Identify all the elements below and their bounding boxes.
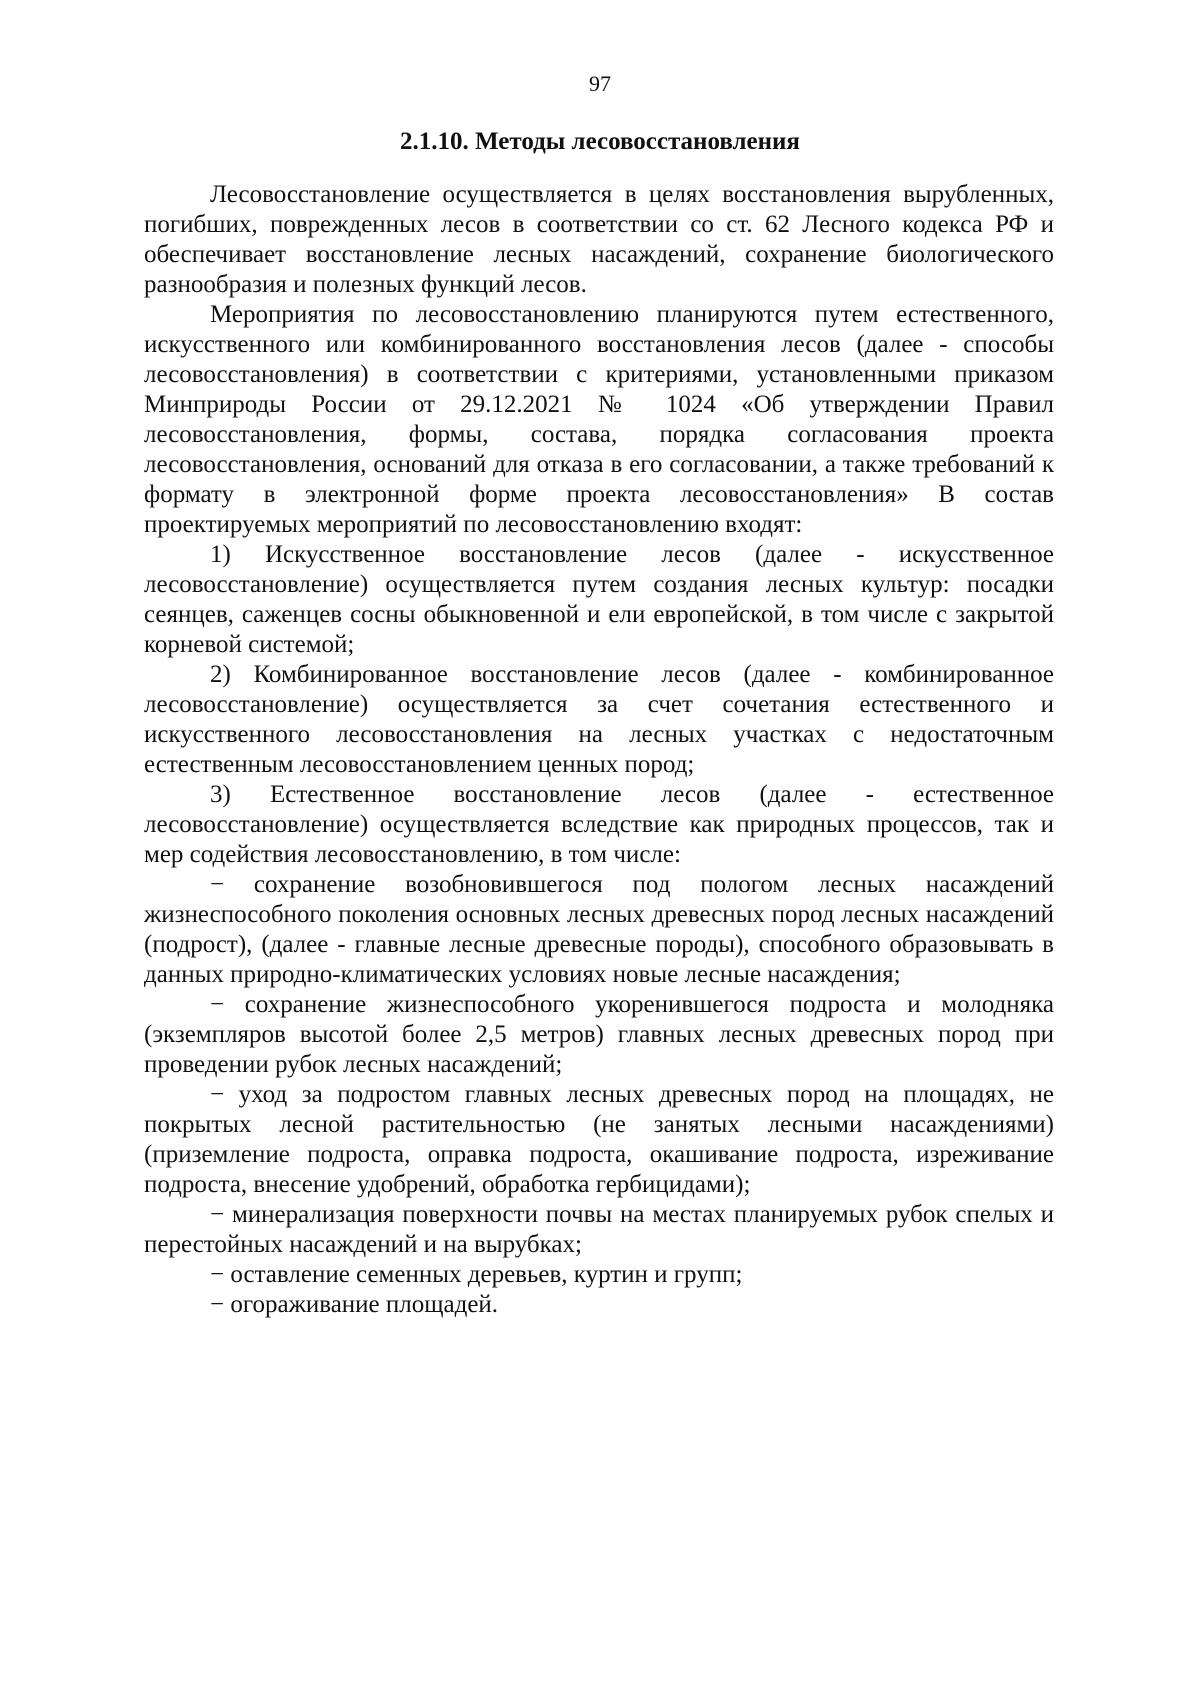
list-item-natural: 3) Естественное восстановление лесов (далее - естественное лесовосстановление) осуществляется вследствие как природных процессов, так и мер содействия лесовосстановлению, в том числе: [144, 781, 1054, 868]
bullet-item: − оставление семенных деревьев, куртин и групп; [210, 1261, 743, 1288]
list-item-artificial: 1) Искусственное восстановление лесов (далее - искусственное лесовосстановление) осуществляется путем создания лесных культур: посадки сеянцев, саженцев сосны обыкновенной и ели европейской, в том числе с закрытой корневой системой; [144, 541, 1054, 658]
paragraph-measures: Мероприятия по лесовосстановлению планируются путем естественного, искусственного или комбинированного восстановления лесов (далее - способы лесовосстановления) в соответствии с критериями, установленными приказом Минприроды России от 29.12.2021 № 1024 «Об утверждении Правил лесовосстановления, формы, состава, порядка согласования проекта лесовосстановления, оснований для отказа в его согласовании, а также требований к формату в электронной форме проекта лесовосстановления» В состав проектируемых мероприятий по лесовосстановлению входят: [144, 301, 1054, 538]
bullet-item: − сохранение возобновившегося под пологом лесных насаждений жизнеспособного поколения основных лесных древесных пород лесных насаждений (подрост), (далее - главные лесные древесные породы), способного образовывать в данных природно-климатических условиях новые лесные насаждения; [144, 871, 1054, 988]
page-number: 97 [589, 71, 611, 96]
bullet-item: − минерализация поверхности почвы на местах планируемых рубок спелых и перестойных насаждений и на вырубках; [144, 1201, 1054, 1258]
list-item-combined: 2) Комбинированное восстановление лесов (далее - комбинированное лесовосстановление) осуществляется за счет сочетания естественного и искусственного лесовосстановления на лесных участках с недостаточным естественным лесовосстановлением ценных пород; [144, 661, 1054, 778]
section-title: 2.1.10. Методы лесовосстановления [400, 128, 800, 155]
body-text [144, 180, 1054, 1320]
bullet-item: − сохранение жизнеспособного укоренившегося подроста и молодняка (экземпляров высотой более 2,5 метров) главных лесных древесных пород при проведении рубок лесных насаждений; [144, 991, 1054, 1078]
bullet-item: − огораживание площадей. [210, 1291, 499, 1318]
paragraph-intro: Лесовосстановление осуществляется в целях восстановления вырубленных, погибших, поврежденных лесов в соответствии со ст. 62 Лесного кодекса РФ и обеспечивает восстановление лесных насаждений, сохранение биологического разнообразия и полезных функций лесов. [144, 181, 1054, 298]
bullet-item: − уход за подростом главных лесных древесных пород на площадях, не покрытых лесной растительностью (не занятых лесными насаждениями) (приземление подроста, оправка подроста, окашивание подроста, изреживание подроста, внесение удобрений, обработка гербицидами); [144, 1081, 1054, 1198]
